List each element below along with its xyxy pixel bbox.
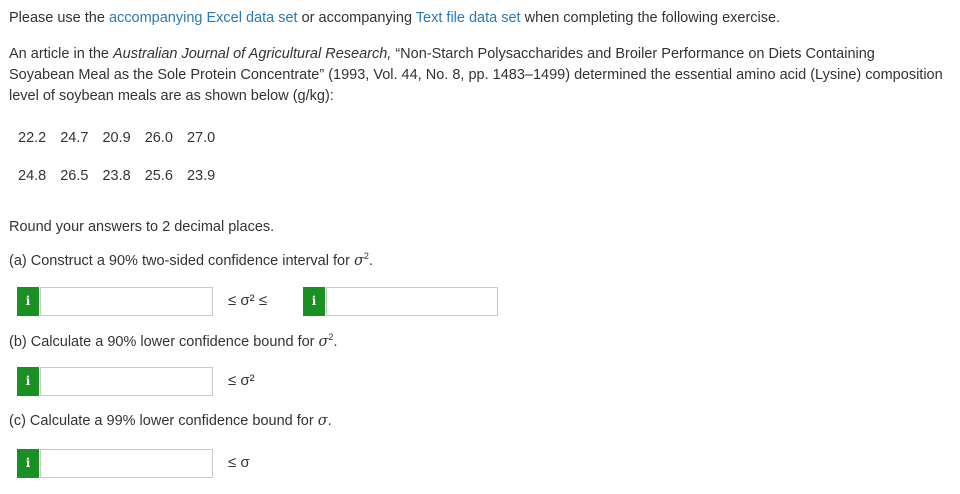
- text-file-data-link[interactable]: Text file data set: [415, 10, 521, 26]
- data-value: 23.8: [102, 168, 131, 184]
- part-c-relation: ≤ σ: [228, 454, 250, 471]
- part-b-input[interactable]: [40, 367, 213, 396]
- info-icon[interactable]: i: [17, 287, 39, 316]
- article-prefix: An article in the: [9, 46, 113, 62]
- part-a-lower-input[interactable]: [40, 287, 213, 316]
- intro-suffix: when completing the following exercise.: [520, 10, 781, 26]
- part-a-relation: ≤ σ² ≤: [228, 292, 268, 309]
- data-row-2: [18, 168, 229, 184]
- intro-line: [9, 10, 780, 26]
- intro-prefix: Please use the: [9, 10, 109, 26]
- data-value: 22.2: [18, 130, 47, 146]
- sigma-symbol: σ: [318, 333, 329, 350]
- journal-name: Australian Journal of Agricultural Research,: [112, 46, 392, 62]
- part-b-relation: ≤ σ²: [228, 372, 255, 389]
- data-value: 26.0: [144, 130, 173, 146]
- part-c-text: (c) Calculate a 99% lower confidence bound for: [9, 413, 318, 429]
- part-b-text: (b) Calculate a 90% lower confidence bound for: [9, 333, 319, 350]
- article-rest: “Non-Starch Polysaccharides and Broiler Performance on Diets Containing Soyabean Meal as the Sole Protein Concentrate” (1993, Vol. 44, No. 8, pp. 1483–1499) determined the essential amino acid (Lysine) composition level of soybean meals are as shown below (g/kg):: [9, 46, 943, 104]
- data-value: 23.9: [186, 168, 216, 184]
- part-c-input[interactable]: [40, 449, 213, 478]
- data-row-1: [18, 130, 229, 146]
- data-value: 26.5: [60, 168, 89, 184]
- part-c-label: [9, 413, 332, 429]
- superscript: 2: [363, 251, 369, 261]
- info-icon[interactable]: i: [17, 367, 39, 396]
- sigma-symbol: σ: [317, 413, 328, 429]
- part-a-upper-input[interactable]: [326, 287, 498, 316]
- part-a-text: (a) Construct a 90% two-sided confidence interval for: [9, 252, 354, 269]
- period: .: [368, 252, 373, 269]
- data-value: 25.6: [144, 168, 173, 184]
- info-icon[interactable]: i: [303, 287, 325, 316]
- data-value: 20.9: [102, 130, 131, 146]
- round-note: Round your answers to 2 decimal places.: [9, 219, 275, 235]
- period: .: [333, 333, 338, 350]
- article-paragraph: [9, 44, 944, 107]
- superscript: 2: [328, 332, 334, 342]
- data-value: 24.7: [60, 130, 89, 146]
- part-a-label: [9, 251, 373, 269]
- period: .: [327, 413, 332, 429]
- info-icon[interactable]: i: [17, 449, 39, 478]
- part-b-label: [9, 332, 337, 350]
- sigma-symbol: σ: [353, 252, 364, 269]
- excel-data-link[interactable]: accompanying Excel data set: [108, 10, 298, 26]
- data-value: 24.8: [18, 168, 47, 184]
- data-value: 27.0: [186, 130, 216, 146]
- intro-middle: or accompanying: [297, 10, 416, 26]
